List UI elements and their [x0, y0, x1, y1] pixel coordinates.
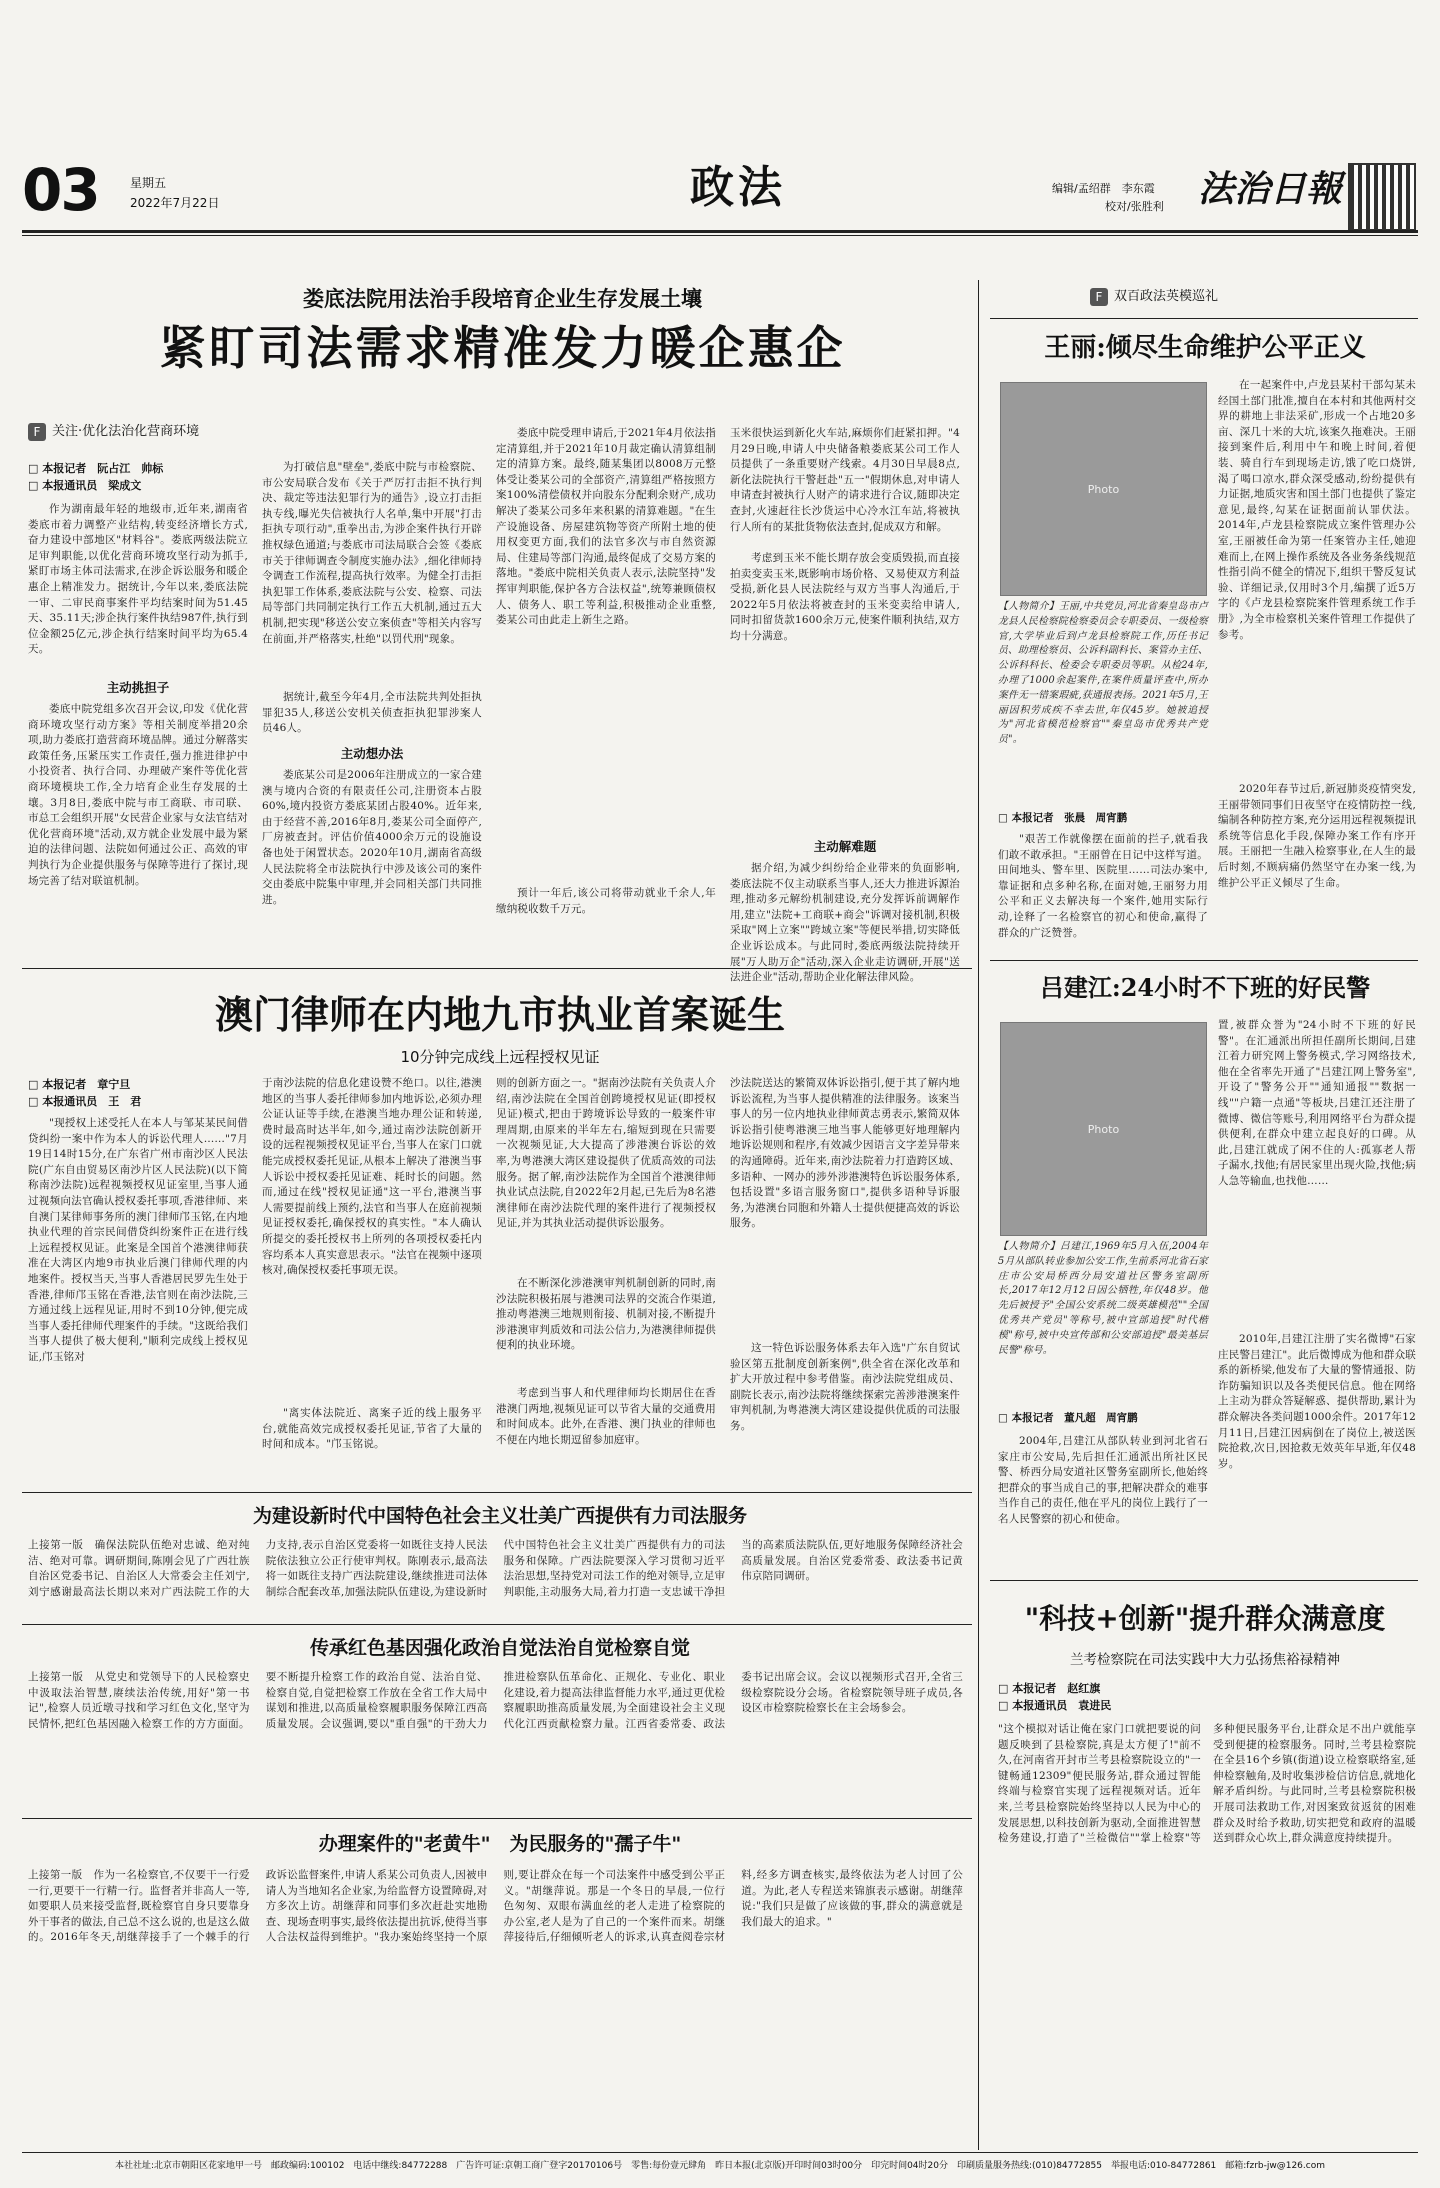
lead-subhead-3: 主动解难题: [813, 839, 877, 854]
lead-headline: 紧盯司法需求精准发力暖企惠企: [159, 321, 846, 375]
proofreader: 校对/张胜利: [1105, 200, 1164, 213]
lead-byline-correspondent: □ 本报通讯员 梁成文: [28, 479, 142, 492]
macao-text-4: 则的创新方面之一。"据南沙法院有关负责人介绍,南沙法院在全国首创跨境授权见证(即授权见证)模式,把由于跨境诉讼导致的一般案件审理周期,由原来的半年左右,缩短到现在只需要一次视频见证,大大提高了涉港澳台诉讼的效率,为粤港澳大湾区建设提供了优质高效的司法服务。据了解,南沙法院作为全国首个港澳律师执业试点法院,自2022年2月起,已先后为8名港澳律师在南沙法院代理的案件进行了视频授权见证,并为其执业活动提供诉讼服务。: [496, 1077, 716, 1230]
lead-col-2: [262, 460, 482, 960]
macao-text-6: 考虑到当事人和代理律师均长期居住在香港澳门两地,视频见证可以节省大量的交通费用和时间成本。此外,在香港、澳门执业的律师也不便在内地长期逗留参加庭审。: [496, 1387, 716, 1446]
lvjianjiang-bottom-rule: [990, 1580, 1418, 1581]
wangli-portrait: Photo: [1000, 382, 1207, 596]
header-rule: [22, 230, 1418, 233]
footer-rule: [22, 2152, 1418, 2153]
sidebar-column-text: 双百政法英模巡礼: [1114, 289, 1219, 304]
lvjianjiang-headline: 吕建江:24小时不下班的好民警: [1039, 973, 1371, 1002]
tech-bylines: [998, 1680, 1208, 1714]
wangli-text-3: 2020年春节过后,新冠肺炎疫情突发,王丽带领同事们日夜坚守在疫情防控一线,编制各种防控方案,充分运用远程视频提讯系统等信息化手段,保障办案工作有序开展。王丽把一生融入检察事业,在人生的最后时刻,不顾病痛仍然坚守在办案一线,为维护公平正义倾尽了生命。: [1218, 783, 1416, 889]
lead-text-8: 玉米很快运到新化火车站,麻烦你们赶紧扣押。"4月29日晚,申请人中央储备粮娄底某公司工作人员提供了一条重要财产线索。4月30日早晨8点,新化法院执行干警赶赴"五一"假期休息,对申请人申请查封被执行人财产的请求进行合议,随即决定查封,火速赶往长沙货运中心冷水江车站,将被执行人所有的某批货物依法查封,促成双方和解。: [730, 427, 960, 533]
sidebar-top-rule: [990, 318, 1418, 319]
lead-col-4: [730, 426, 960, 984]
macao-headline: 澳门律师在内地九市执业首案诞生: [214, 992, 785, 1037]
column-badge-icon: F: [28, 423, 46, 441]
issue-date: 2022年7月22日: [130, 196, 220, 210]
lead-subhead-1: 主动挑担子: [106, 680, 170, 695]
macao-col-1: [28, 1076, 248, 1484]
lvjianjiang-text-2: 2010年,吕建江注册了实名微博"石家庄民警吕建江"。此后微博成为他和群众联系的新桥梁,他发布了大量的警情通报、防诈防骗知识以及各类便民信息。他在网络上主动为群众答疑解惑、提供帮助,累计为群众解决各类问题1000余件。2017年12月11日,吕建江因病倒在了岗位上,被送医院抢救,次日,因抢救无效英年早逝,年仅48岁。: [1218, 1333, 1416, 1470]
tech-byline-correspondent: □ 本报通讯员 袁进民: [998, 1699, 1112, 1712]
macao-text-1: "现授权上述受托人在本人与邹某某民间借贷纠纷一案中作为本人的诉讼代理人……"7月19日14时15分,在广东省广州市南沙区人民法院(广东自由贸易区南沙片区人民法院)(以下简称南沙法院)远程视频授权见证室里,当事人通过视频向法官确认授权委托事项,香港律师、来自澳门某律师事务所的澳门律师邝玉铭,在内地执业代理的首宗民间借贷纠纷案件正在进行线上远程授权见证。此案是全国首个港澳律师获准在大湾区内地9市执业后澳门律师代理的内地案件。授权当天,当事人香港居民罗先生处于香港,律师邝玉铭在香港,法官则在南沙法院,三方通过线上远程见证,用时不到10分钟,便完成当事人委托律师代理案件的手续。"这既给我们当事人提供了极大便利,"顺利完成线上授权见证,邝玉铭对: [28, 1117, 248, 1363]
column-label: 关注·优化法治化营商环境: [52, 424, 200, 439]
editors: 编辑/孟绍群 李东霞: [1052, 182, 1155, 195]
sidebar-badge-icon: F: [1090, 288, 1108, 306]
lead-text-4: 据统计,截至今年4月,全市法院共判处拒执罪犯35人,移送公安机关侦查拒执犯罪涉案人员46人。: [262, 691, 482, 735]
macao-text-5: 在不断深化涉港澳审判机制创新的同时,南沙法院积极拓展与港澳司法界的交流合作渠道,推动粤港澳三地规则衔接、机制对接,不断提升涉港澳审判质效和司法公信力,为港澳律师提供便利的执业环境。: [496, 1277, 716, 1352]
macao-col-4: [730, 1076, 960, 1484]
macao-text-8: 这一特色诉讼服务体系去年入选"广东自贸试验区第五批制度创新案例",供全省在深化改革和扩大开放过程中参考借鉴。南沙法院党组成员、副院长表示,南沙法院将继续探索完善涉港澳案件审判机制,为粤港澳大湾区建设提供优质的司法服务。: [730, 1342, 960, 1432]
lvjianjiang-text-1: 置,被群众誉为"24小时不下班的好民警"。在汇通派出所担任副所长期间,吕建江着力研究网上警务模式,学习网络技术,他在全省率先开通了"吕建江网上警务室",开设了"警务公开""通知通报""数据一线""户籍一点通"等板块,吕建江还注册了微博、微信等账号,利用网络平台为群众提供便利,在群众中建立起良好的口碑。从此,吕建江就成了闲不住的人:孤寡老人帮子漏水,找他;有居民家里出现火险,找他;病人急等输血,也找他……: [1218, 1019, 1416, 1187]
lead-col-1: [28, 460, 248, 960]
wangli-headline: 王丽:倾尽生命维护公平正义: [1044, 333, 1366, 363]
macao-text-7: 沙法院送达的繁简双体诉讼指引,便于其了解内地诉讼流程,为当事人提供精准的法律服务。该案当事人的另一位内地执业律师黄志勇表示,繁简双体诉讼指引使粤港澳三地当事人能够更好地理解内地诉讼规则和程序,有效减少因语言文字差异带来的沟通障碍。近年来,南沙法院着力打造跨区域、多语种、一网办的涉外涉港澳特色诉讼服务体系,包括设置"多语言服务窗口",提供多语种导诉服务,为港澳台同胞和外籍人士提供便捷高效的诉讼服务。: [730, 1077, 960, 1230]
lead-text-1: 作为湖南最年轻的地级市,近年来,湖南省娄底市着力调整产业结构,转变经济增长方式,奋力建设中部地区"材料谷"。娄底两级法院立足审判职能,以优化营商环境攻坚行动为抓手,紧盯市场主体司法需求,在涉企诉讼服务和暖企惠企上精准发力。据统计,今年以来,娄底法院一审、二审民商事案件平均结案时间为51.45天、35.11天;涉企执行案件执结987件,执行到位金额25亿元,涉企执行结案时间平均为65.4天。: [28, 503, 248, 656]
guangxi-text: 上接第一版 确保法院队伍绝对忠诚、绝对纯洁、绝对可靠。调研期间,陈刚会见了广西壮族自治区党委书记、自治区人大常委会主任刘宁,刘宁感谢最高法长期以来对广西法院工作的大力支持,表示自治区党委将一如既往支持人民法院依法独立公正行使审判权。陈刚表示,最高法将一如既往支持广西法院建设,继续推进司法体制综合配套改革,加强法院队伍建设,为建设新时代中国特色社会主义壮美广西提供有力的司法服务和保障。广西法院要深入学习贯彻习近平法治思想,坚持党对司法工作的绝对领导,立足审判职能,主动服务大局,着力打造一支忠诚干净担当的高素质法院队伍,更好地服务保障经济社会高质量发展。自治区党委常委、政法委书记黄伟京陪同调研。: [28, 1539, 963, 1598]
cow-headline: 办理案件的"老黄牛" 为民服务的"孺子牛": [318, 1833, 682, 1855]
weekday: 星期五: [130, 176, 167, 190]
lvjianjiang-caption: 【人物简介】吕建江,1969年5月入伍,2004年5月从部队转业参加公安工作,生前系河北省石家庄市公安局桥西分局安道社区警务室副所长,2017年12月12日因公牺牲,年仅48岁。他先后被授予"全国公安系统二级英雄模范""全国优秀共产党员"等称号,被中宣部追授"时代楷模"称号,被中央宣传部和公安部追授"最美基层民警"称号。: [998, 1241, 1208, 1356]
lead-text-5: 娄底某公司是2006年注册成立的一家合建澳与境内合资的有限责任公司,注册资本占股60%,境内投资方娄底某团占股40%。近年来,由于经营不善,2016年8月,娄某公司全面停产,厂房被查封。评估价值4000余万元的设施设备也处于闲置状态。2020年10月,湖南省高级人民法院将全市法院执行中涉及该公司的案件交由娄底中院集中审理,并会同相关部门共同推进。: [262, 769, 482, 906]
tech-text: "这个模拟对话让俺在家门口就把要说的问题反映到了县检察院,真是太方便了!"前不久,在河南省开封市兰考县检察院设立的"一键畅通12309"便民服务站,群众通过智能终端与检察官实现了远程视频对话。近年来,兰考县检察院始终坚持以人民为中心的发展思想,以科技创新为驱动,全面推进智慧检务建设,打造了"兰检微信""掌上检察"等多种便民服务平台,让群众足不出户就能享受到便捷的检察服务。同时,兰考县检察院在全县16个乡镇(街道)设立检察联络室,延伸检察触角,及时收集涉检信访信息,就地化解矛盾纠纷。与此同时,兰考县检察院积极开展司法救助工作,对因案致贫返贫的困难群众及时给予救助,切实把党和政府的温暖送到群众心坎上,群众满意度持续提升。: [998, 1723, 1416, 1845]
lvjianjiang-text-3: 2004年,吕建江从部队转业到河北省石家庄市公安局,先后担任汇通派出所社区民警、桥西分局安道社区警务室副所长,他始终把群众的事当成自己的事,把解决群众的难事当作自己的责任,他在平凡的岗位上践行了一名人民警察的初心和使命。: [998, 1435, 1208, 1525]
lead-text-2: 娄底中院党组多次召开会议,印发《优化营商环境攻坚行动方案》等相关制度举措20余项,助力娄底打造营商环境品牌。通过分解落实政策任务,压紧压实工作责任,强力推进律护中小投资者、执行合同、办理破产案件等优化营商环境模块工作,全力培育企业生存发展的土壤。3月8日,娄底中院与市工商联、市司联、市总工会组织开展"女民营企业家与女法官结对优化营商环境"活动,双方就企业发展中最为紧迫的法律问题、法院如何通过公正、高效的审判执行为企业提供服务与保障等进行了探讨,现场完善了结对联谊机制。: [28, 703, 248, 887]
guangxi-bottom-rule: [22, 1624, 972, 1625]
tech-byline-reporter: □ 本报记者 赵红旗: [998, 1682, 1101, 1695]
page-number: 03: [22, 156, 99, 224]
wangli-bottom-rule: [990, 960, 1418, 961]
macao-text-2: 于南沙法院的信息化建设赞不绝口。以往,港澳地区的当事人委托律师参加内地诉讼,必须办理公证认证等手续,在港澳当地办理公证和转递,费时最高时达半年,如今,通过南沙法院创新开设的远程视频授权见证平台,当事人在家门口就能完成授权委托见证,从根本上解决了港澳当事人诉讼中授权委托见证难、耗时长的问题。然而,通过在线"授权见证通"这一平台,港澳当事人需要提前线上预约,法官和当事人在庭前视频见证授权委托,确保授权的真实性。"本人确认所提交的委托授权书上所列的各项授权委托内容均系本人真实意思表示。"法官在视频中逐项核对,确保授权委托事项无误。: [262, 1077, 482, 1277]
lead-text-3: 为打破信息"壁垒",娄底中院与市检察院、市公安局联合发布《关于严厉打击拒不执行判决、裁定等违法犯罪行为的通告》,设立打击拒执专线,曝光失信被执行人名单,集中开展"打击拒执专项行动",重拳出击,为涉企案件执行开辟推权绿色通道;与娄底市司法局联合会签《娄底市关于律师调查令制度实施办法》,细化律师持令调查工作流程,提高执行效率。为健全打击拒执犯罪工作体系,娄底法院与公安、检察、司法局等部门共同制定执行工作五大机制,通过五大机制,把实现"移送公安立案侦查"等相关内容写在前面,并严格落实,杜绝"以罚代刑"现象。: [262, 461, 482, 645]
header-rule-thin: [22, 235, 1418, 236]
jiangxi-headline: 传承红色基因强化政治自觉法治自觉检察自觉: [309, 1637, 690, 1659]
lead-column-label: [28, 420, 199, 441]
sidebar-column-label: [1090, 285, 1218, 306]
macao-text-3: "离实体法院近、离案子近的线上服务平台,就能高效完成授权委托见证,节省了大量的时间和成本。"邝玉铭说。: [262, 1407, 482, 1451]
guangxi-headline: 为建设新时代中国特色社会主义壮美广西提供有力司法服务: [252, 1505, 747, 1527]
wangli-text-1: 在一起案件中,卢龙县某村干部勾某未经国土部门批准,擅自在本村和其他两村交界的耕地上非法采矿,形成一个占地20多亩、深几十米的大坑,该案久拖难决。王丽接到案件后,利用中午和晚上时间,着便装、骑自行车到现场走访,饿了吃口烧饼,渴了喝口凉水,群众深受感动,纷纷提供有力证据,地质灾害和国土部门也提供了鉴定意见,最终,勾某在证据面前认罪伏法。2014年,卢龙县检察院成立案件管理办公室,王丽被任命为第一任案管办主任,她迎难而上,在网上操作系统及各业务条线规范性指引尚不健全的情况下,组织干警反复试验、详细记录,仅用时3个月,编撰了近5万字的《卢龙县检察院案件管理系统工作手册》,为全市检察机关案件管理工作提供了参考。: [1218, 379, 1416, 641]
macao-byline-reporter: □ 本报记者 章宁旦: [28, 1078, 131, 1091]
cow-text: 上接第一版 作为一名检察官,不仅要干一行爱一行,更要干一行精一行。监督者并非高人一等,如要职人员来接受监督,既检察官自身只要靠身外干事者的做法,自己总不这么说的,也是这么做的。2016年冬天,胡继萍接手了一个棘手的行政诉讼监督案件,申请人系某公司负责人,因被申请人为当地知名企业家,为给监督方设置障碍,对方多次上访。胡继萍和同事们多次赶赴实地勘查、现场查明事实,最终依法提出抗诉,使得当事人合法权益得到维护。"我办案始终坚持一个原则,要让群众在每一个司法案件中感受到公平正义。"胡继萍说。那是一个冬日的早晨,一位行色匆匆、双眼布满血丝的老人走进了检察院的办公室,老人是为了自己的一个案件而来。胡继萍接待后,仔细倾听老人的诉求,认真查阅卷宗材料,经多方调查核实,最终依法为老人讨回了公道。为此,老人专程送来锦旗表示感谢。胡继萍说:"我们只是做了应该做的事,群众的满意就是我们最大的追求。": [28, 1869, 963, 1944]
tech-subtitle: 兰考检察院在司法实践中大力弘扬焦裕禄精神: [1070, 1652, 1340, 1668]
lead-text-10: 据介绍,为减少纠纷给企业带来的负面影响,娄底法院不仅主动联系当事人,还大力推进诉源治理,推动多元解纷机制建设,充分发挥诉前调解作用,建立"法院+工商联+商会"诉调对接机制,积极采取"网上立案""跨域立案"等便民举措,切实降低企业诉讼成本。与此同时,娄底两级法院持续开展"万人助万企"活动,深入企业走访调研,开展"送法进企业"活动,帮助企业化解法律风险。: [730, 862, 960, 984]
section-title: 政法: [690, 162, 786, 213]
macao-subtitle: 10分钟完成线上远程授权见证: [400, 1048, 600, 1066]
lead-kicker: 娄底法院用法治手段培育企业生存发展土壤: [303, 287, 702, 311]
jiangxi-text: 上接第一版 从党史和党领导下的人民检察史中汲取法治智慧,赓续法治传统,用好"第一书记",检察人员近墩寻找和学习红色文化,坚守为民情怀,把红色基因融入检察工作的方方面面。要不断提升检察工作的政治自觉、法治自觉、检察自觉,自觉把检察工作放在全省工作大局中谋划和推进,以高质量检察履职服务保障江西高质量发展。会议强调,要以"重自强"的干劲大力推进检察队伍革命化、正规化、专业化、职业化建设,着力提高法律监督能力水平,通过更优检察履职助推高质量发展,为全面建设社会主义现代化江西贡献检察力量。江西省委常委、政法委书记出席会议。会议以视频形式召开,全省三级检察院设分会场。省检察院领导班子成员,各设区市检察院检察长在主会场参会。: [28, 1671, 963, 1730]
lead-byline-reporter: □ 本报记者 阮占江 帅标: [28, 462, 164, 475]
lvjianjiang-portrait: Photo: [1000, 1022, 1207, 1236]
wangli-text-2: "艰苦工作就像摆在面前的拦子,就看我们敢不敢承担。"王丽曾在日记中这样写道。田间地头、警车里、医院里……司法办案中,靠证据和点多种名称,在面对她,王丽努力用公平和正义去解决每一个案件,她用实际行动,诠释了一名检察官的初心和使命,赢得了群众的广泛赞誉。: [998, 833, 1208, 939]
lead-text-6: 娄底中院受理申请后,于2021年4月依法指定清算组,并于2021年10月裁定确认清算组制定的清算方案。最终,随某集团以8008万元整体受让娄某公司的全部资产,清算组严格按照方案100%清偿债权并向股东分配剩余财产,成功解决了娄某公司多年来积累的清算难题。"在生产设施设备、房屋建筑物等资产所附土地的使用权变更方面,我们的法官多次与市自然资源局、住建局等部门沟通,最终促成了交易方案的落地。"娄底中院相关负责人表示,法院坚持"发挥审判职能,保护各方合法权益",统筹兼顾债权人、债务人、职工等利益,积极推动企业重整,娄某公司由此走上新生之路。: [496, 427, 716, 627]
macao-col-3: [496, 1076, 716, 1484]
lead-bottom-rule: [22, 968, 972, 969]
column-divider: [978, 280, 979, 2150]
wangli-caption: 【人物简介】王丽,中共党员,河北省秦皇岛市卢龙县人民检察院检察委员会专职委员、一级检察官,大学毕业后到卢龙县检察院工作,历任书记员、助理检察员、公诉科副科长、案管办主任、公诉科科长、检委会专职委员等职。从检24年,办理了1000余起案件,在案件质量评查中,所办案件无一错案瑕疵,获通报表扬。2021年5月,王丽因积劳成疾不幸去世,年仅45岁。她被追授为"河北省模范检察官""秦皇岛市优秀共产党员"。: [998, 601, 1208, 746]
lead-col-3: [496, 426, 716, 961]
qr-code: [1348, 163, 1416, 231]
tech-headline: "科技+创新"提升群众满意度: [1024, 1602, 1386, 1635]
jiangxi-bottom-rule: [22, 1818, 972, 1819]
lead-subhead-2: 主动想办法: [340, 746, 404, 761]
lvjianjiang-byline: □ 本报记者 董凡超 周宵鹏: [998, 1412, 1138, 1424]
footer-info: 本社社址:北京市朝阳区花家地甲一号 邮政编码:100102 电话中继线:84772288 广告许可证:京朝工商广登字20170106号 零售:每份壹元肆角 昨日本报(北京版)开印时间03时00分 印完时间04时20分 印刷质量服务热线:(010)84772855 举报电话:010-84772861 邮箱:fzrb-jw@126.com: [115, 2161, 1325, 2171]
macao-bottom-rule: [22, 1492, 972, 1493]
wangli-byline: □ 本报记者 张晨 周宵鹏: [998, 812, 1128, 824]
lead-text-7: 预计一年后,该公司将带动就业千余人,年缴纳税收数千万元。: [496, 887, 716, 915]
macao-byline-correspondent: □ 本报通讯员 王 君: [28, 1095, 142, 1108]
macao-col-2: [262, 1076, 482, 1484]
lead-text-9: 考虑到玉米不能长期存放会变质毁损,而直接拍卖变卖玉米,既影响市场价格、又易使双方利益受损,新化县人民法院经与双方当事人沟通后,于2022年5月依法将被查封的玉米变卖给申请人,同时扣留货款1600余万元,使案件顺利执结,双方均十分满意。: [730, 552, 960, 642]
paper-name: 法治日報: [1198, 168, 1343, 210]
